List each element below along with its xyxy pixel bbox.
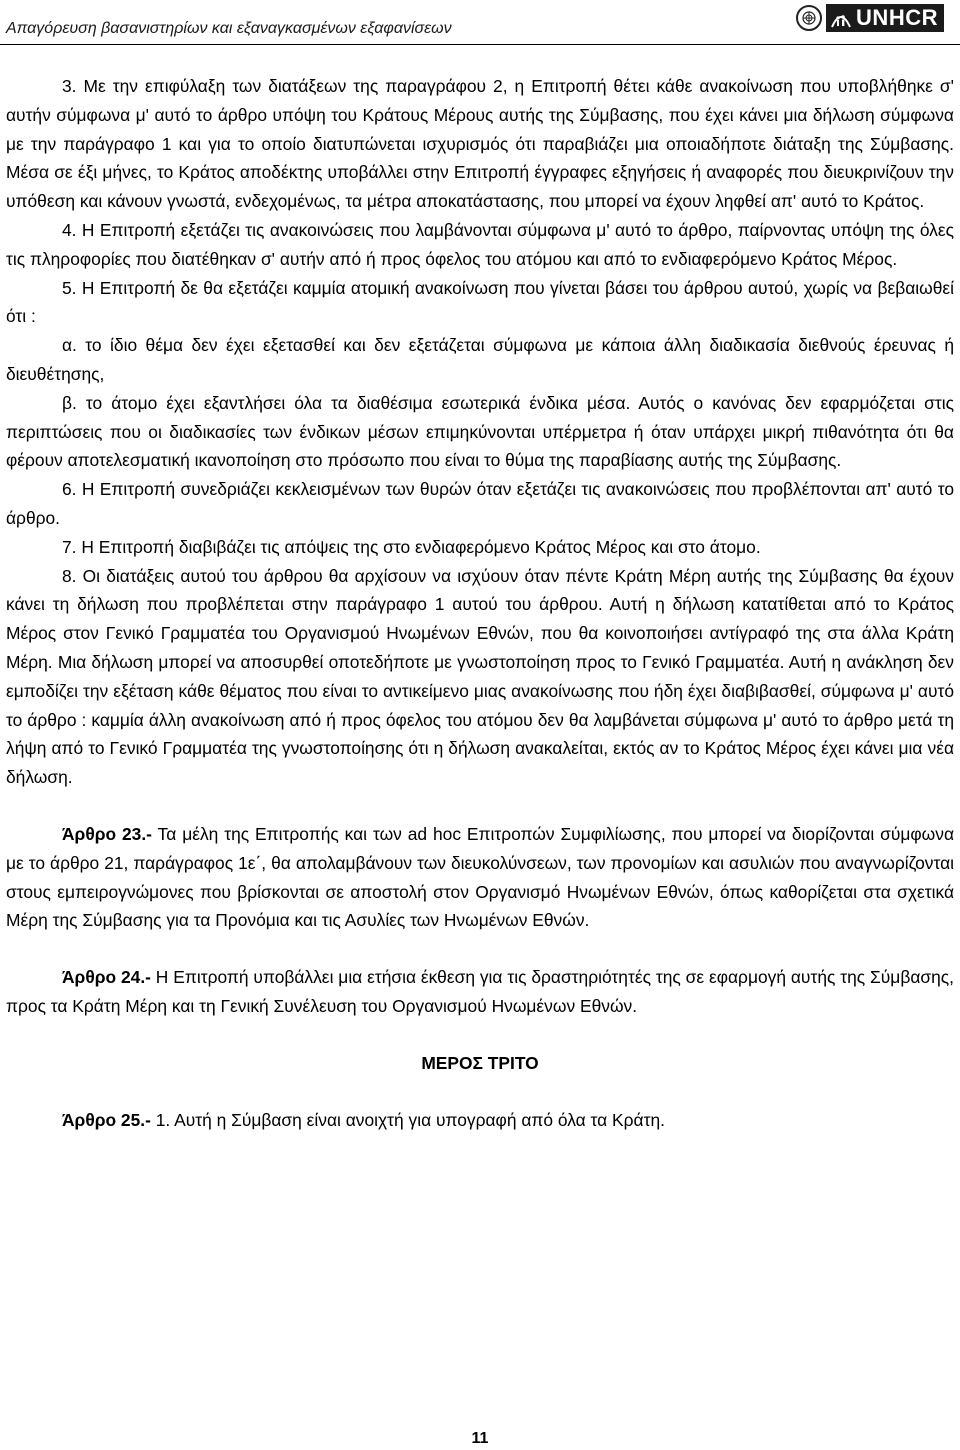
page-number: 11 [471, 1430, 489, 1447]
spacer [6, 1021, 954, 1049]
article-23-text: Τα μέλη της Επιτροπής και των ad hoc Επιτροπών Συμφιλίωσης, που μπορεί να διορίζονται σύμφωνα με το άρθρο 21, παράγραφος 1ε΄, θα απολαμβάνουν των διευκολύνσεων, των προνομίων και ασυλιών που αναγνωρίζονται στους εμπειρογνώμονες που βρίσκονται σε αποστολή στον Οργανισμό Ηνωμένων Εθνών, όπως καθορίζεται στα σχετικά Μέρη της Σύμβασης για τα Προνόμια και τις Ασυλίες των Ηνωμένων Εθνών. [6, 823, 954, 931]
page-header [0, 0, 960, 48]
article-25 [6, 1106, 954, 1135]
un-emblem-icon [796, 5, 822, 31]
paragraph-5b: β. το άτομο έχει εξαντλήσει όλα τα διαθέσιμα εσωτερικά ένδικα μέσα. Αυτός ο κανόνας δεν εφαρμόζεται στις περιπτώσεις που οι διαδικασίες των ένδικων μέσων επιμηκύνονται υπέρμετρα ή όταν υπάρχει μικρή πιθανότητα ότι θα φέρουν αποτελεσματική ικανοποίηση στο πρόσωπο που είναι το θύμα της παραβίασης αυτής της Σύμβασης. [6, 392, 954, 471]
paragraph-7: 7. Η Επιτροπή διαβιβάζει τις απόψεις της στο ενδιαφερόμενο Κράτος Μέρος και στο άτομο. [62, 536, 761, 557]
article-23-heading: Άρθρο 23.- [62, 823, 152, 844]
running-title: Απαγόρευση βασανιστηρίων και εξαναγκασμένων εξαφανίσεων [6, 20, 452, 37]
paragraph-6: 6. Η Επιτροπή συνεδριάζει κεκλεισμένων των θυρών όταν εξετάζει τις ανακοινώσεις που προβλέπονται απ' αυτό το άρθρο. [6, 479, 954, 528]
paragraph-3: 3. Με την επιφύλαξη των διατάξεων της παραγράφου 2, η Επιτροπή θέτει κάθε ανακοίνωση που υποβλήθηκε σ' αυτήν σύμφωνα μ' αυτό το άρθρο υπόψη του Κράτους Μέρους αυτής της Σύμβασης, που έχει κάνει μια δήλωση σύμφωνα με την παράγραφο 1 και για το οποίο διατυπώνεται ισχυρισμός ότι παραβιάζει μια οποιαδήποτε διάταξη της Σύμβασης. Μέσα σε έξι μήνες, το Κράτος αποδέκτης υποβάλλει στην Επιτροπή έγγραφες εξηγήσεις ή αναφορές που διευκρινίζουν την υπόθεση και κάνουν γνωστά, ενδεχομένως, τα μέτρα αποκατάστασης, που μπορεί να έχουν ληφθεί απ' αυτό το Κράτος. [6, 76, 954, 212]
unhcr-logo [796, 3, 944, 33]
paragraph-5a: α. το ίδιο θέμα δεν έχει εξετασθεί και δεν εξετάζεται σύμφωνα με κάποια άλλη διαδικασία διεθνούς έρευνας ή διευθέτησης, [6, 335, 954, 384]
article-24-heading: Άρθρο 24.- [62, 967, 151, 988]
document-body [6, 72, 954, 1134]
spacer [6, 1078, 954, 1106]
article-24 [6, 963, 954, 1021]
article-23 [6, 820, 954, 935]
paragraph-8: 8. Οι διατάξεις αυτού του άρθρου θα αρχίσουν να ισχύουν όταν πέντε Κράτη Μέρη αυτής της Σύμβασης θα έχουν κάνει τη δήλωση που προβλέπεται στην παράγραφο 1 αυτού του άρθρου. Αυτή η δήλωση κατατίθεται από το Κράτος Μέρος στον Γενικό Γραμματέα του Οργανισμού Ηνωμένων Εθνών, που θα κοινοποιήσει αντίγραφό της στα άλλα Κράτη Μέρη. Μια δήλωση μπορεί να αποσυρθεί οποτεδήποτε με γνωστοποίηση προς το Γενικό Γραμματέα. Αυτή η ανάκληση δεν εμποδίζει την εξέταση κάθε θέματος που είναι το αντικείμενο μιας ανακοίνωσης που ήδη έχει διαβιβασθεί, σύμφωνα μ' αυτό το άρθρο : καμμία άλλη ανακοίνωση από ή προς όφελος του ατόμου δεν θα λαμβάνεται σύμφωνα μ' αυτό το άρθρο μετά τη λήψη από το Γενικό Γραμματέα της γνωστοποίησης ότι η δήλωση ανακαλείται, εκτός αν το Κράτος Μέρος έχει κάνει μια νέα δήλωση. [6, 565, 954, 788]
logo-text: UNHCR [856, 5, 938, 30]
spacer [6, 935, 954, 963]
paragraph-5: 5. Η Επιτροπή δε θα εξετάζει καμμία ατομική ανακοίνωση που γίνεται βάσει του άρθρου αυτού, χωρίς να βεβαιωθεί ότι : [6, 277, 954, 327]
unhcr-wordmark [826, 4, 944, 32]
article-25-text: 1. Αυτή η Σύμβαση είναι ανοιχτή για υπογραφή από όλα τα Κράτη. [150, 1109, 665, 1130]
family-shelter-icon [830, 7, 852, 29]
article-25-heading: Άρθρο 25.- [62, 1109, 151, 1130]
article-24-text: Η Επιτροπή υποβάλλει μια ετήσια έκθεση για τις δραστηριότητές της σε εφαρμογή αυτής της Σύμβασης, προς τα Κράτη Μέρη και τη Γενική Συνέλευση του Οργανισμού Ηνωμένων Εθνών. [6, 967, 954, 1016]
header-divider [0, 44, 960, 45]
paragraph-4: 4. Η Επιτροπή εξετάζει τις ανακοινώσεις που λαμβάνονται σύμφωνα μ' αυτό το άρθρο, παίρνοντας υπόψη της όλες τις πληροφορίες που διατέθηκαν σ' αυτήν από ή προς όφελος του ατόμου και από το ενδιαφερόμενο Κράτος Μέρος. [6, 219, 954, 269]
part-title: ΜΕΡΟΣ ΤΡΙΤΟ [421, 1052, 539, 1073]
spacer [6, 792, 954, 820]
